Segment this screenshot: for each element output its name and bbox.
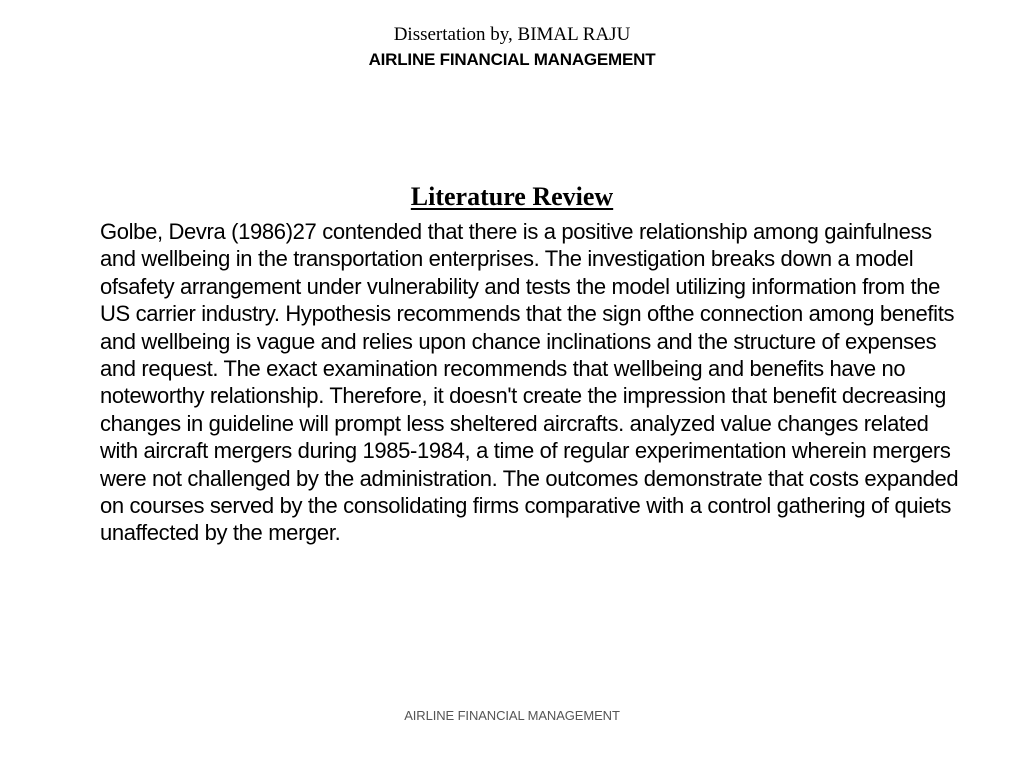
section-heading-text: Literature Review (410, 182, 614, 211)
page-footer: AIRLINE FINANCIAL MANAGEMENT (404, 708, 620, 723)
document-title: AIRLINE FINANCIAL MANAGEMENT (368, 50, 656, 69)
page-header (0, 22, 1024, 72)
section-heading (0, 181, 1024, 213)
body-paragraph: Golbe, Devra (1986)27 contended that there is a positive relationship among gainfulness and wellbeing in the transportation enterprises. The investigation breaks down a model ofsafety arrangement under vulnerability and tests the model utilizing information from the US carrier industry. Hypothesis recommends that the sign ofthe connection among benefits and wellbeing is vague and relies upon chance inclinations and the structure of expenses and request. The exact examination recommends that wellbeing and benefits have no noteworthy relationship. Therefore, it doesn't create the impression that benefit decreasing changes in guideline will prompt less sheltered aircrafts. analyzed value changes related with aircraft mergers during 1985-1984, a time of regular experimentation wherein mergers were not challenged by the administration. The outcomes demonstrate that costs expanded on courses served by the consolidating firms comparative with a control gathering of quiets unaffected by the merger. (100, 219, 959, 546)
dissertation-author: Dissertation by, BIMAL RAJU (393, 24, 631, 45)
